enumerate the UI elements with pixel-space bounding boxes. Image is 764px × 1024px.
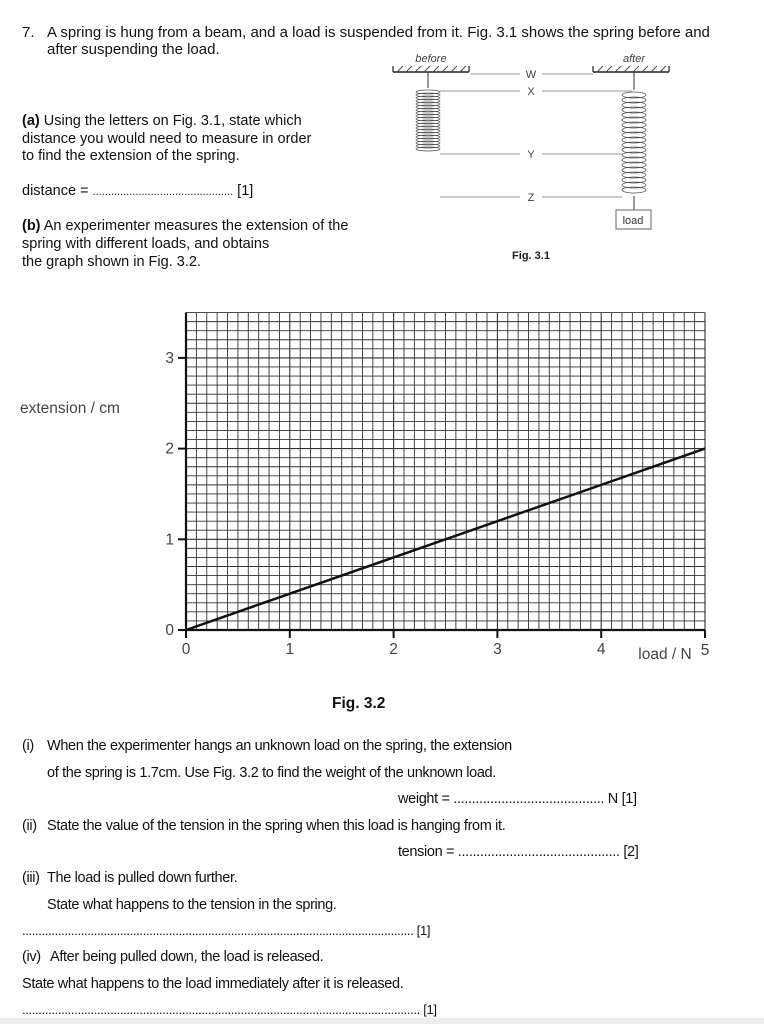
svg-text:1: 1 [165, 531, 174, 549]
letter-y: Y [527, 149, 535, 161]
graph-grid [186, 313, 705, 630]
load-label: load [622, 215, 644, 227]
y-axis-label: extension / cm [20, 400, 120, 417]
weight-answer-field[interactable]: weight = ......................................... N [1] [398, 791, 637, 807]
sub-i-line2: of the spring is 1.7cm. Use Fig. 3.2 to find the weight of the unknown load. [47, 765, 496, 781]
letter-w: W [525, 69, 537, 81]
part-b-line2: spring with different loads, and obtains [22, 236, 270, 252]
beam-before [393, 66, 469, 72]
sub-i-label: (i) [22, 738, 34, 754]
sub-iii-answer-field[interactable]: ........................................................................................................................ [1] [22, 923, 431, 938]
part-a-label: (a) [22, 113, 40, 129]
part-a-line1: (a) Using the letters on Fig. 3.1, state which [22, 113, 302, 129]
tension-answer-field[interactable]: tension = ............................................ [2] [398, 844, 639, 860]
svg-text:1: 1 [285, 641, 295, 658]
fig-3-2-caption: Fig. 3.2 [332, 695, 386, 712]
part-b-line1: (b) An experimenter measures the extension of the [22, 218, 349, 234]
after-label: after [622, 53, 646, 65]
svg-text:0: 0 [165, 622, 174, 639]
sub-iii-line2: State what happens to the tension in the spring. [47, 897, 337, 913]
fig-3-1-caption: Fig. 3.1 [512, 250, 550, 262]
x-axis-label: load / N [638, 646, 692, 663]
beam-after [593, 66, 669, 72]
part-a-line3: to find the extension of the spring. [22, 148, 240, 164]
svg-text:0: 0 [181, 641, 191, 658]
sub-i-line1: When the experimenter hangs an unknown load on the spring, the extension [47, 738, 512, 754]
sub-ii-label: (ii) [22, 818, 37, 834]
spring-after [622, 92, 646, 193]
part-b-line3: the graph shown in Fig. 3.2. [22, 254, 201, 270]
svg-text:2: 2 [165, 440, 174, 458]
sub-iii-label: (iii) [22, 870, 40, 886]
fig-3-1-diagram [380, 45, 690, 270]
question-intro-line1: A spring is hung from a beam, and a load is suspended from it. Fig. 3.1 shows the spring before and [47, 24, 710, 41]
sub-iv-line1: After being pulled down, the load is released. [50, 949, 324, 965]
svg-text:3: 3 [493, 641, 502, 658]
page-bottom-edge [0, 1018, 764, 1024]
part-a-answer-line[interactable]: distance = .............................................. [1] [22, 183, 254, 199]
fig-3-2-graph [150, 300, 750, 680]
svg-text:4: 4 [596, 641, 606, 658]
svg-text:5: 5 [700, 642, 710, 659]
sub-iii-line1: The load is pulled down further. [47, 870, 238, 886]
sub-iv-line2: State what happens to the load immediately after it is released. [22, 976, 404, 992]
answer-dots[interactable]: .............................................. [92, 186, 234, 198]
letter-x: X [527, 86, 535, 98]
question-intro-line2: after suspending the load. [47, 41, 220, 58]
part-b-label: (b) [22, 218, 41, 234]
part-a-line2: distance you would need to measure in order [22, 131, 312, 147]
spring-before [416, 90, 440, 151]
sub-ii-line1: State the value of the tension in the spring when this load is hanging from it. [47, 818, 506, 834]
letter-z: Z [527, 192, 535, 204]
question-number: 7. [22, 24, 35, 41]
sub-iv-label: (iv) [22, 949, 41, 965]
axis-ticks [165, 350, 709, 659]
sub-iv-answer-field[interactable]: .......................................................................................................................... [1] [22, 1002, 437, 1017]
svg-text:3: 3 [165, 349, 174, 367]
before-label: before [415, 53, 447, 65]
svg-text:2: 2 [389, 641, 398, 658]
